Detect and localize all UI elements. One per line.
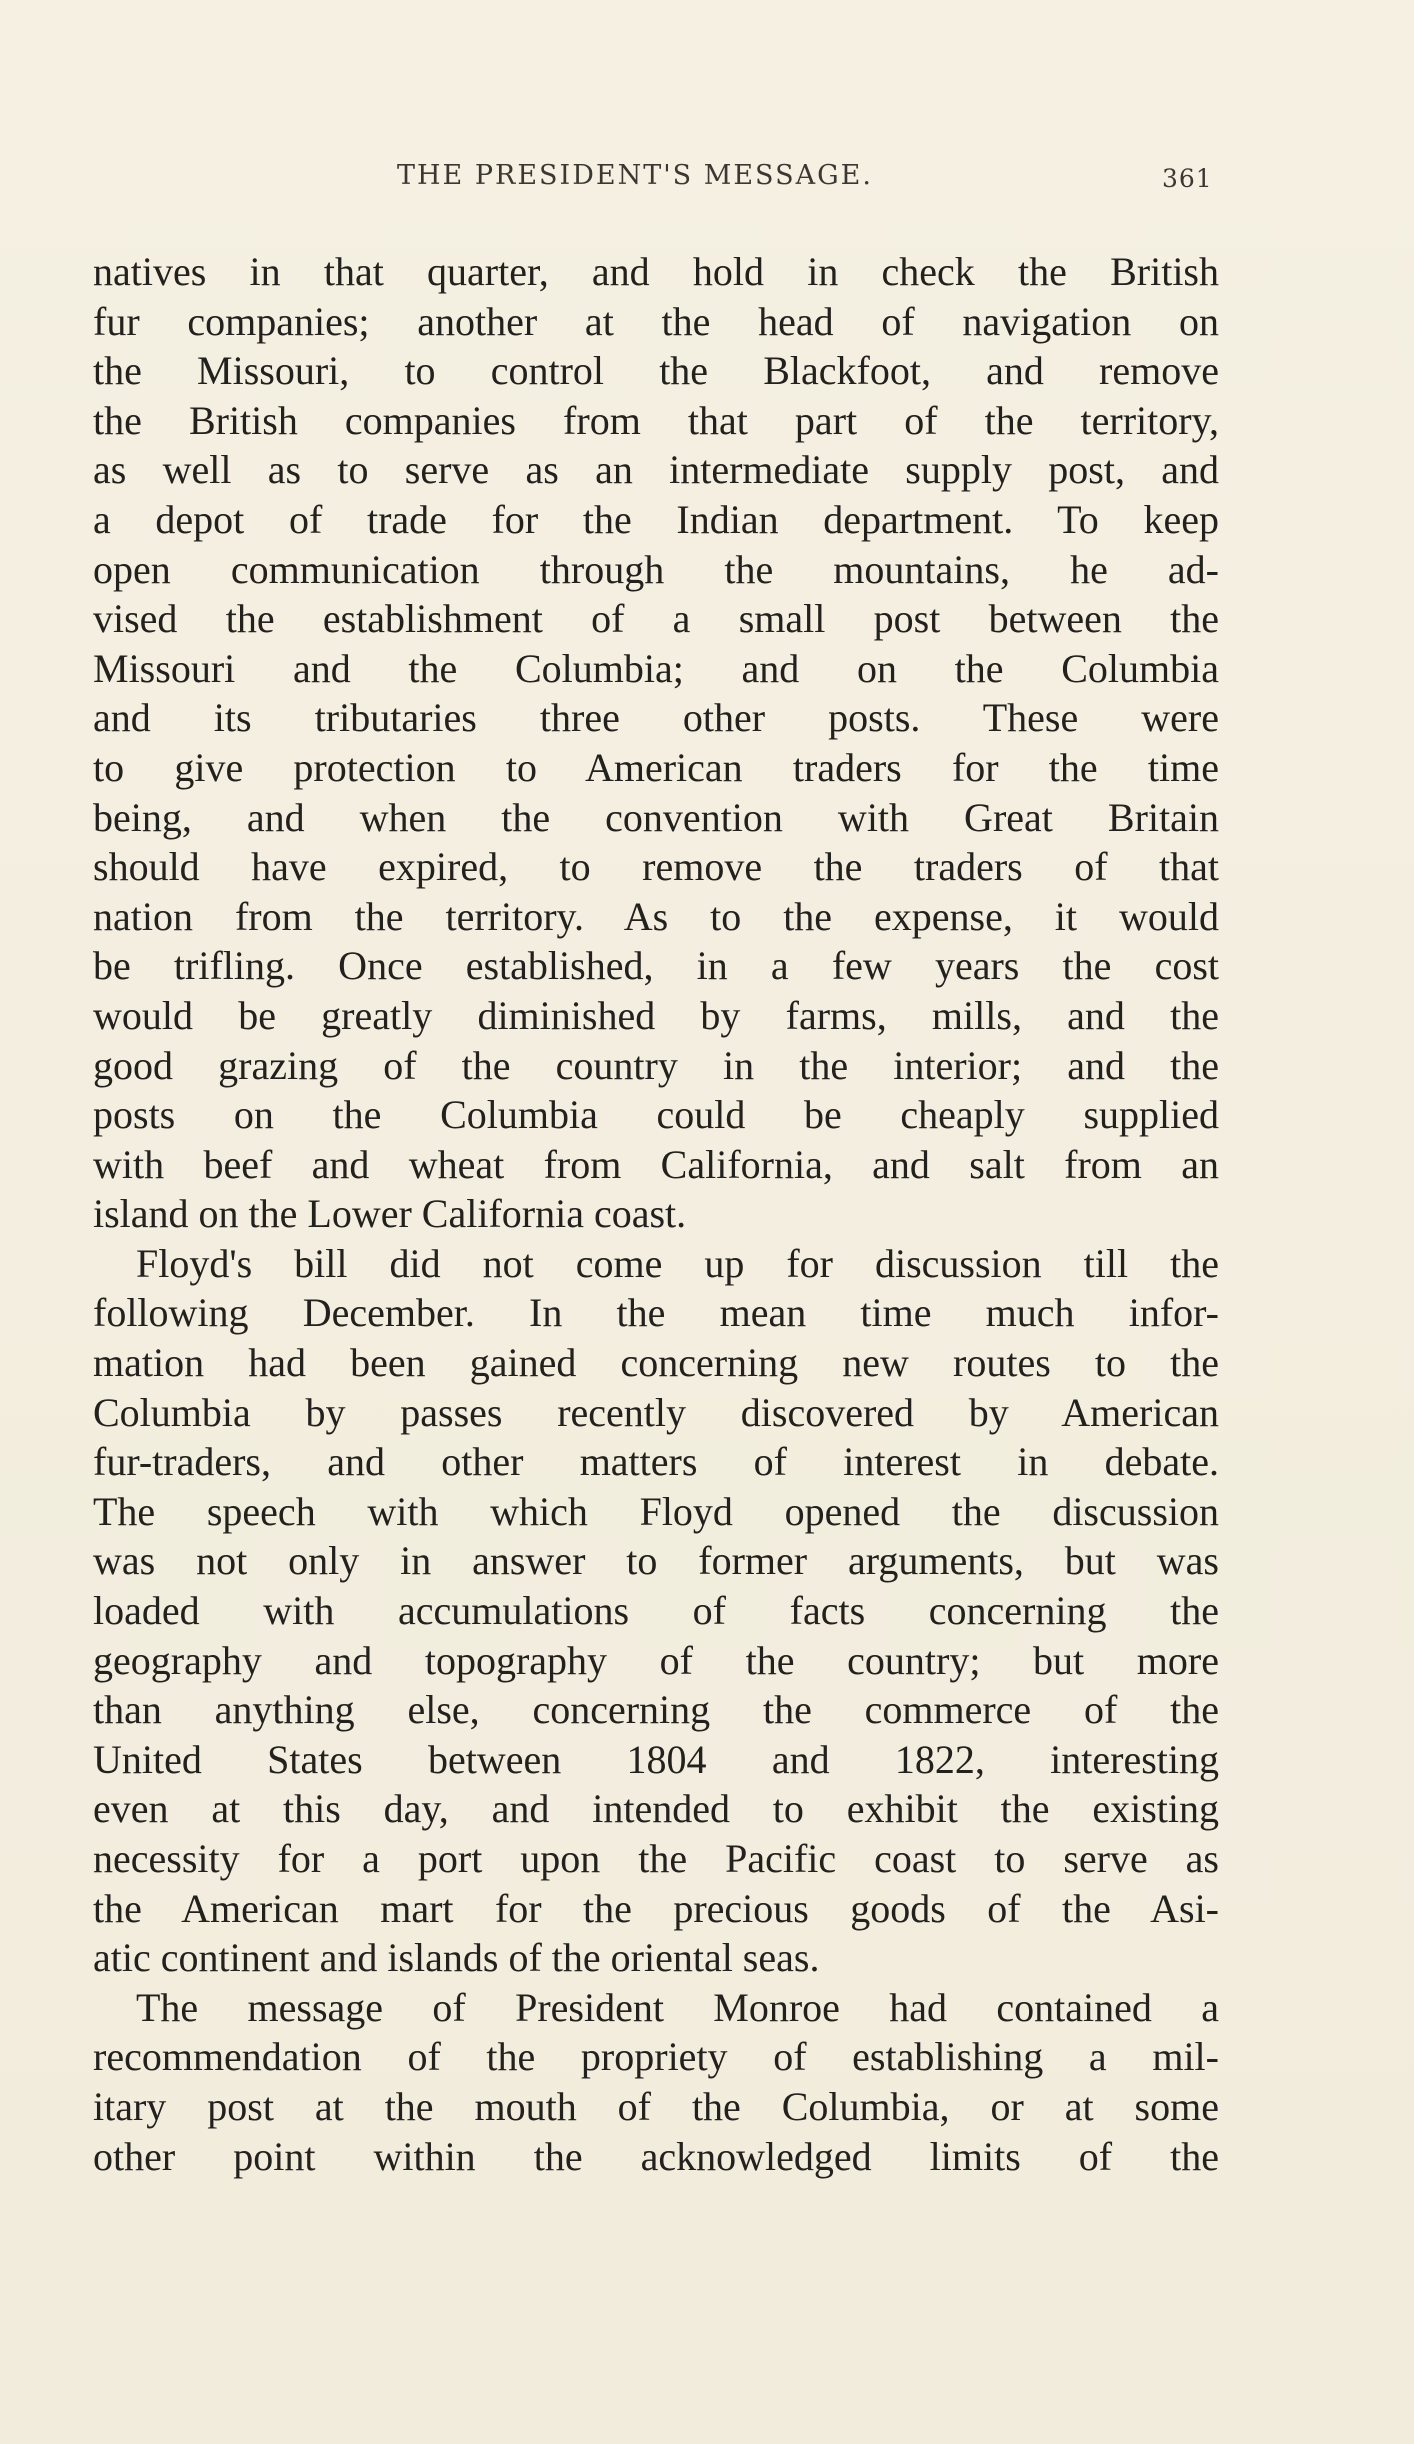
text-line: following December. In the mean time much infor- [93,1290,1219,1336]
text-line: The message of President Monroe had contained a [136,1984,1219,2030]
text-line: the Missouri, to control the Blackfoot, and remove [93,348,1219,394]
text-line: vised the establishment of a small post between the [93,596,1219,642]
text-line: even at this day, and intended to exhibit the existing [93,1786,1219,1832]
text-line: atic continent and islands of the oriental seas. [93,1935,820,1981]
text-line: The speech with which Floyd opened the discussion [93,1488,1219,1534]
text-line: mation had been gained concerning new routes to the [93,1340,1219,1386]
text-line: a depot of trade for the Indian department. To keep [93,496,1219,542]
text-line: the British companies from that part of the territory, [93,397,1219,443]
text-line: nation from the territory. As to the expense, it would [93,893,1219,939]
text-line: geography and topography of the country; but more [93,1637,1219,1683]
text-line: fur-traders, and other matters of interest in debate. [93,1439,1219,1485]
body-text [93,247,1219,2181]
text-line: other point within the acknowledged limits of the [93,2133,1219,2179]
text-line: fur companies; another at the head of navigation on [93,298,1219,344]
text-line: Missouri and the Columbia; and on the Columbia [93,645,1219,691]
page-number: 361 [1162,164,1213,193]
text-line: would be greatly diminished by farms, mills, and the [93,992,1219,1038]
text-line: and its tributaries three other posts. These were [93,695,1219,741]
text-line: be trifling. Once established, in a few years the cost [93,943,1219,989]
text-line: United States between 1804 and 1822, interesting [93,1736,1219,1782]
text-line: the American mart for the precious goods of the Asi- [93,1885,1219,1931]
text-line: was not only in answer to former arguments, but was [93,1538,1219,1584]
text-line: with beef and wheat from California, and salt from an [93,1141,1219,1187]
running-head: THE PRESIDENT'S MESSAGE. [397,160,873,191]
text-line: open communication through the mountains, he ad- [93,546,1219,592]
text-line: should have expired, to remove the traders of that [93,844,1219,890]
page-header [0,160,1414,200]
text-line: posts on the Columbia could be cheaply supplied [93,1092,1219,1138]
text-line: necessity for a port upon the Pacific coast to serve as [93,1836,1219,1881]
text-line: to give protection to American traders for the time [93,744,1219,790]
text-line: Columbia by passes recently discovered by American [93,1389,1219,1435]
text-line: good grazing of the country in the interior; and the [93,1042,1219,1088]
text-line: natives in that quarter, and hold in check the British [93,249,1219,294]
text-line: itary post at the mouth of the Columbia, or at some [93,2083,1219,2129]
text-line: than anything else, concerning the commerce of the [93,1687,1219,1733]
text-line: being, and when the convention with Great Britain [93,794,1219,840]
text-line: as well as to serve as an intermediate supply post, and [93,447,1219,493]
text-line: island on the Lower California coast. [93,1191,687,1237]
text-line: loaded with accumulations of facts concerning the [93,1588,1219,1634]
text-line: Floyd's bill did not come up for discussion till the [136,1240,1219,1286]
text-line: recommendation of the propriety of establishing a mil- [93,2034,1219,2080]
